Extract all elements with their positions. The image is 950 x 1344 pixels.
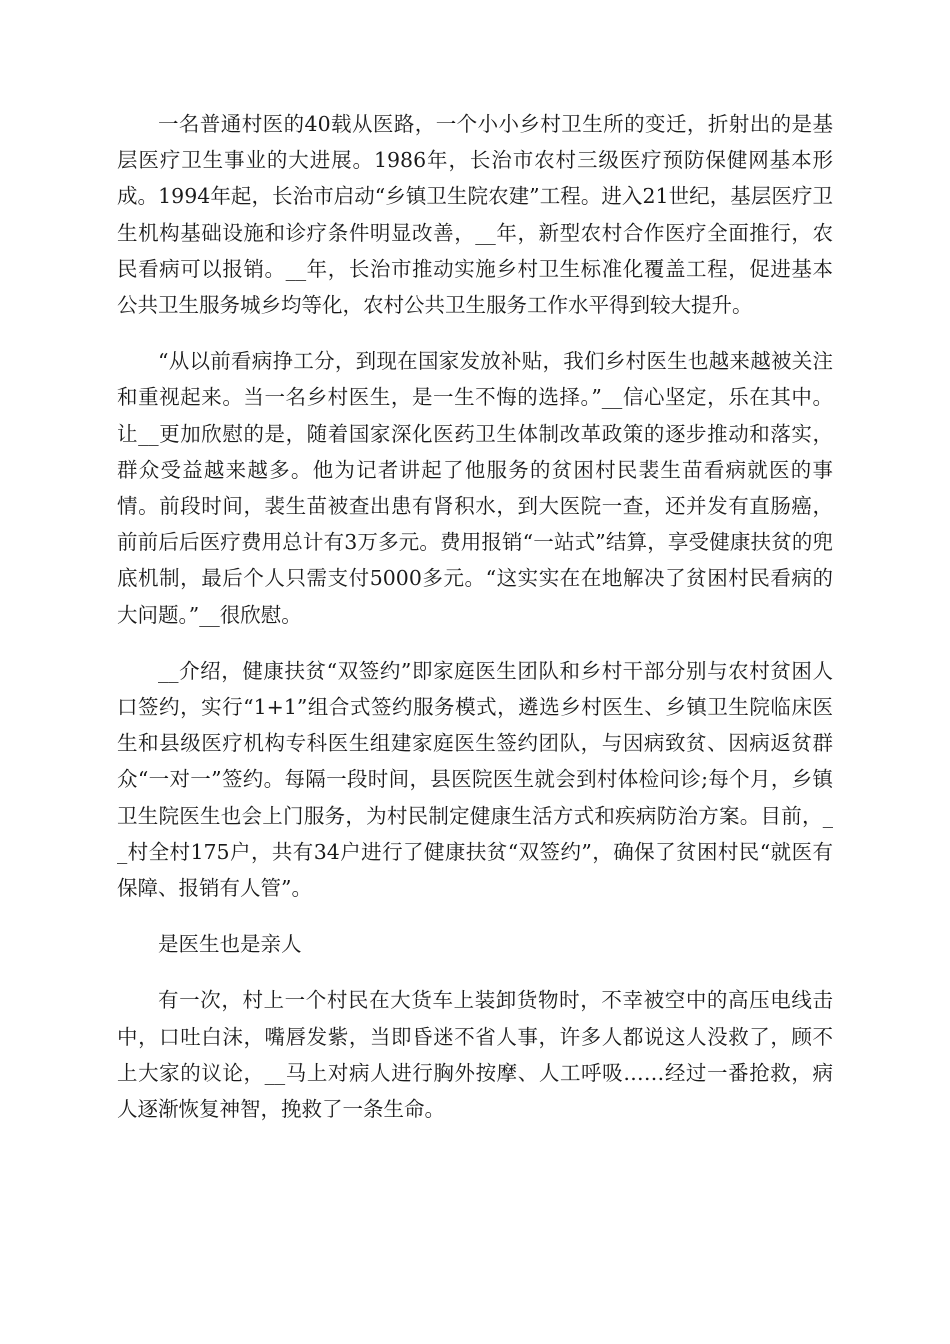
- paragraph-spacer: [117, 323, 833, 343]
- section-heading: 是医生也是亲人: [158, 932, 302, 957]
- paragraph-4: 有一次，村上一个村民在大货车上装卸货物时，不幸被空中的高压电线击中，口吐白沫，嘴唇发紫，当即昏迷不省人事，许多人都说这人没救了，顾不上大家的议论，__马上对病人进行胸外按摩、人工呼吸……经过一番抢救，病人逐渐恢复神智，挽救了一条生命。: [117, 988, 833, 1122]
- paragraph-1: 一名普通村医的40载从医路，一个小小乡村卫生所的变迁，折射出的是基层医疗卫生事业的大进展。1986年，长治市农村三级医疗预防保健网基本形成。1994年起，长治市启动“乡镇卫生院农建”工程。进入21世纪，基层医疗卫生机构基础设施和诊疗条件明显改善，__年，新型农村合作医疗全面推行，农民看病可以报销。__年，长治市推动实施乡村卫生标准化覆盖工程，促进基本公共卫生服务城乡均等化，农村公共卫生服务工作水平得到较大提升。: [117, 112, 833, 318]
- paragraph-3: __介绍，健康扶贫“双签约”即家庭医生团队和乡村干部分别与农村贫困人口签约，实行“1+1”组合式签约服务模式，遴选乡村医生、乡镇卫生院临床医生和县级医疗机构专科医生组建家庭医生签约团队，与因病致贫、因病返贫群众“一对一”签约。每隔一段时间，县医院医生就会到村体检问诊;每个月，乡镇卫生院医生也会上门服务，为村民制定健康生活方式和疾病防治方案。目前，__村全村175户，共有34户进行了健康扶贫“双签约”，确保了贫困村民“就医有保障、报销有人管”。: [117, 658, 833, 901]
- paragraph-spacer: [117, 906, 833, 926]
- paragraph-spacer: [117, 633, 833, 653]
- paragraph-2: “从以前看病挣工分，到现在国家发放补贴，我们乡村医生也越来越被关注和重视起来。当一名乡村医生，是一生不悔的选择。”__信心坚定，乐在其中。让__更加欣慰的是，随着国家深化医药卫生体制改革政策的逐步推动和落实，群众受益越来越多。他为记者讲起了他服务的贫困村民裴生苗看病就医的事情。前段时间，裴生苗被查出患有肾积水，到大医院一查，还并发有直肠癌，前前后后医疗费用总计有3万多元。费用报销“一站式”结算，享受健康扶贫的兜底机制，最后个人只需支付5000多元。“这实实在在地解决了贫困村民看病的大问题。”__很欣慰。: [117, 349, 833, 627]
- paragraph-spacer: [117, 962, 833, 982]
- document-body: [117, 106, 833, 1127]
